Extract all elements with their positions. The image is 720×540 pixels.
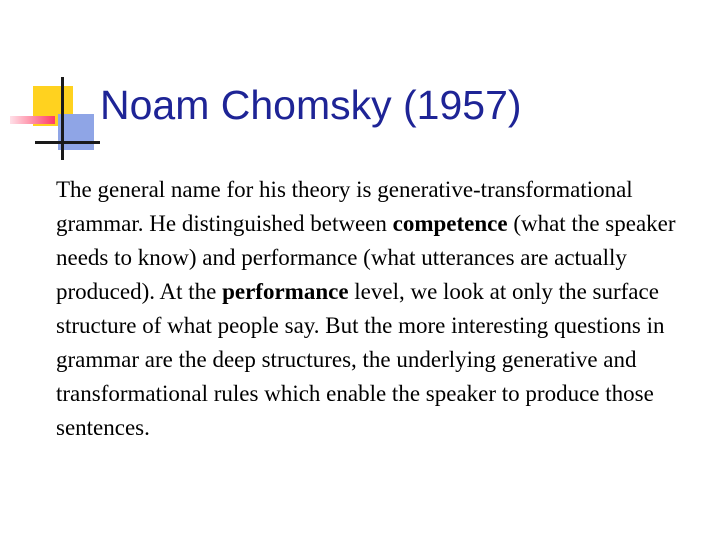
slide-logo-decoration <box>0 0 110 170</box>
logo-vertical-line <box>61 77 64 160</box>
body-text-part-1: The general name for his theory is generative-transformational grammar. He distinguished between <box>56 177 633 236</box>
slide-body-text <box>56 173 676 445</box>
body-text-part-2: (what the speaker needs to know) and performance (what utterances are actually produced). At the <box>56 211 676 304</box>
body-emphasis-performance: performance <box>222 279 349 304</box>
body-text-part-3: level, we look at only the surface structure of what people say. But the more interesting questions in grammar are the deep structures, the underlying generative and transformational rules which enable the speaker to produce those sentences. <box>56 279 665 440</box>
logo-red-bar <box>10 116 55 124</box>
slide-title: Noam Chomsky (1957) <box>100 82 522 128</box>
body-emphasis-competence: competence <box>392 211 508 236</box>
logo-horizontal-line <box>35 141 100 144</box>
